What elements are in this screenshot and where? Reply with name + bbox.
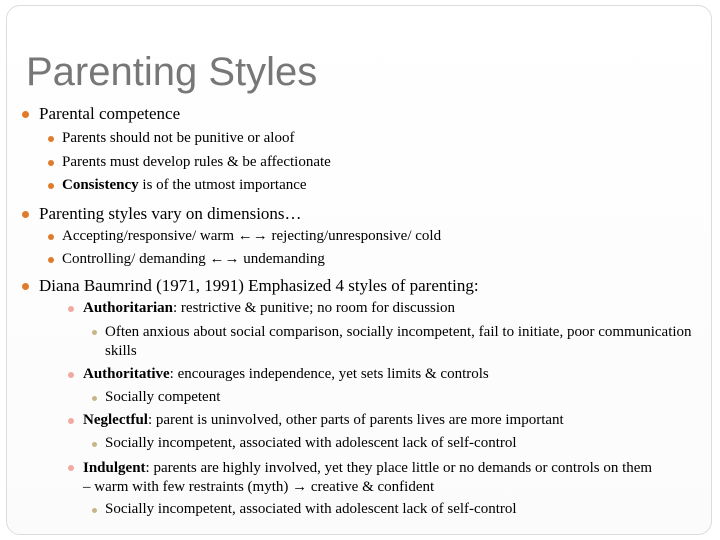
bullet-authoritarian-sub xyxy=(92,323,705,361)
bullet-icon xyxy=(48,136,54,142)
bullet-icon xyxy=(22,111,29,118)
bullet-icon xyxy=(92,508,97,513)
bullet-icon xyxy=(48,257,54,263)
bold-term: Consistency xyxy=(62,177,139,193)
bullet-text xyxy=(83,459,663,497)
bold-term: Indulgent xyxy=(83,460,146,476)
bullet-indulgent-sub xyxy=(92,501,517,518)
bullet-text: Socially competent xyxy=(105,389,221,405)
bullet-develop-rules xyxy=(48,154,331,171)
bullet-baumrind xyxy=(22,276,479,296)
bullet-text xyxy=(83,412,564,429)
bullet-authoritative-sub xyxy=(92,389,220,406)
term-description: : encourages independence, yet sets limits & controls xyxy=(169,366,489,382)
bullet-icon xyxy=(48,234,54,240)
bullet-accepting xyxy=(48,228,441,245)
bullet-icon xyxy=(68,372,74,378)
bullet-controlling xyxy=(48,251,325,268)
bullet-indulgent xyxy=(68,459,663,497)
bullet-text: Parents should not be punitive or aloof xyxy=(62,130,295,146)
bullet-icon xyxy=(68,418,74,424)
bullet-parental-competence xyxy=(22,104,180,124)
bullet-icon xyxy=(68,465,74,471)
bold-term: Authoritarian xyxy=(83,300,173,316)
bullet-icon xyxy=(48,160,54,166)
bullet-consistency xyxy=(48,177,307,194)
bullet-icon xyxy=(68,306,74,312)
bullet-icon xyxy=(48,183,54,189)
bullet-text xyxy=(83,300,455,317)
bold-term: Neglectful xyxy=(83,412,148,428)
bullet-text: Socially incompetent, associated with adolescent lack of self-control xyxy=(105,501,517,517)
bullet-authoritarian xyxy=(68,300,455,317)
bold-term: Authoritative xyxy=(83,366,170,382)
bullet-text xyxy=(83,366,489,383)
bullet-text: Controlling/ demanding ←→ undemanding xyxy=(62,251,325,267)
bullet-authoritative xyxy=(68,366,489,383)
bullet-text: Socially incompetent, associated with adolescent lack of self-control xyxy=(105,435,517,451)
bullet-text: Parents must develop rules & be affectionate xyxy=(62,154,331,170)
term-description: : parents are highly involved, yet they place little or no demands or controls on them – warm with few restraints (myth) → creative & confident xyxy=(83,460,653,495)
bullet-not-punitive xyxy=(48,130,294,147)
term-description: : parent is uninvolved, other parts of parents lives are more important xyxy=(147,412,564,428)
slide-title: Parenting Styles xyxy=(26,50,318,94)
term-description: is of the utmost importance xyxy=(138,177,307,193)
bullet-neglectful xyxy=(68,412,564,429)
bullet-icon xyxy=(22,211,29,218)
bullet-dimensions xyxy=(22,204,302,224)
bullet-text xyxy=(62,177,307,194)
bullet-neglectful-sub xyxy=(92,435,517,452)
bullet-text: Often anxious about social comparison, socially incompetent, fail to initiate, poor communication skills xyxy=(105,324,692,359)
bullet-icon xyxy=(92,396,97,401)
bullet-text: Parental competence xyxy=(39,104,181,123)
bullet-icon xyxy=(22,283,29,290)
bullet-text: Parenting styles vary on dimensions… xyxy=(39,204,302,223)
term-description: : restrictive & punitive; no room for discussion xyxy=(173,300,456,316)
bullet-text: Accepting/responsive/ warm ←→ rejecting/unresponsive/ cold xyxy=(62,228,442,244)
bullet-icon xyxy=(92,442,97,447)
bullet-icon xyxy=(92,330,97,335)
bullet-text: Diana Baumrind (1971, 1991) Emphasized 4 styles of parenting: xyxy=(39,276,479,295)
